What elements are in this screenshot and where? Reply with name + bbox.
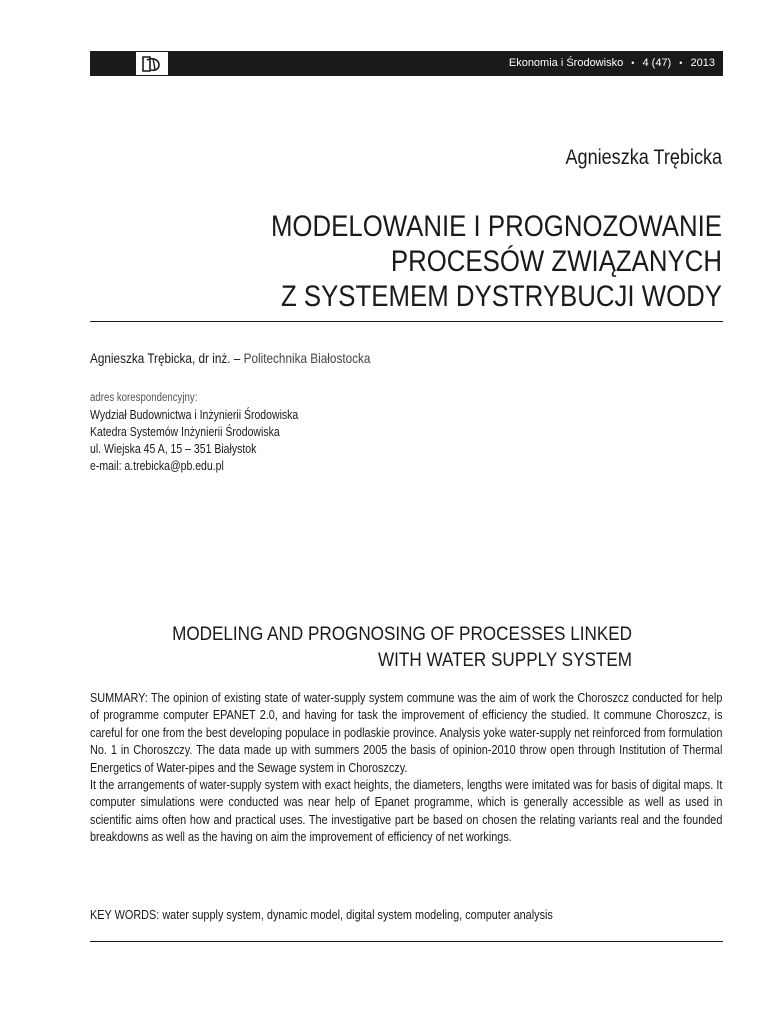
summary-paragraph: SUMMARY: The opinion of existing state of water-supply system commune was the aim of work the Choroszcz conducted for help of programme computer EPANET 2.0, and having for task the improvement of efficiency the studied. It commune Choroszcz, is careful for one from the best developing populace in podlaskie province. Analysis yoke water-supply net reinforced from formulation No. 1 in Choroszczy. The data made up with summers 2005 the basis of opinion-2010 throw open through Institution of Thermal Energetics of Water-pipes and the Sewage system in Choroszczy. (90, 690, 723, 775)
article-title-polish (82, 209, 722, 314)
address-line: Katedra Systemów Inżynierii Środowiska (90, 425, 280, 439)
article-title-english (2, 622, 632, 674)
journal-info (509, 51, 715, 76)
title-en-line: WITH WATER SUPPLY SYSTEM (378, 650, 632, 671)
correspondence-address (90, 390, 298, 475)
address-line: Wydział Budownictwa i Inżynierii Środowiska (90, 408, 299, 422)
title-line: Z SYSTEMEM DYSTRYBUCJI WODY (280, 280, 722, 313)
author-name: Agnieszka Trębicka (565, 146, 722, 169)
abstract-summary (90, 689, 722, 846)
author-affiliation (90, 350, 370, 366)
separator-dot: • (679, 58, 683, 68)
journal-year: 2013 (690, 57, 715, 69)
summary-paragraph: It the arrangements of water-supply system with exact heights, the diameters, lengths were imitated was for basis of digital maps. It computer simulations were conducted was near help of Epanet programme, which is generally accessible as well as used in scientific aims often how and practical uses. The investigative part be based on chosen the relating variants real and the founded breakdowns as well as the having on aim the improvement of efficiency of net workings. (90, 777, 723, 845)
keywords: KEY WORDS: water supply system, dynamic model, digital system modeling, computer analysis (90, 907, 553, 922)
address-email: e-mail: a.trebicka@pb.edu.pl (90, 459, 224, 473)
affiliation-institution: Politechnika Białostocka (243, 350, 371, 366)
address-line: ul. Wiejska 45 A, 15 – 351 Białystok (90, 442, 257, 456)
journal-name: Ekonomia i Środowisko (508, 57, 624, 69)
bottom-divider (90, 941, 723, 942)
title-line: MODELOWANIE I PROGNOZOWANIE (270, 210, 722, 243)
journal-issue: 4 (47) (642, 57, 672, 69)
title-divider (90, 321, 723, 322)
journal-logo-icon (135, 51, 169, 76)
address-label: adres korespondencyjny: (90, 392, 198, 404)
separator-dot: • (631, 58, 635, 68)
title-en-line: MODELING AND PROGNOSING OF PROCESSES LINKED (172, 624, 633, 645)
title-line: PROCESÓW ZWIĄZANYCH (390, 245, 722, 278)
affiliation-dash: – (230, 350, 244, 366)
affiliation-name: Agnieszka Trębicka, dr inż. (90, 350, 231, 366)
